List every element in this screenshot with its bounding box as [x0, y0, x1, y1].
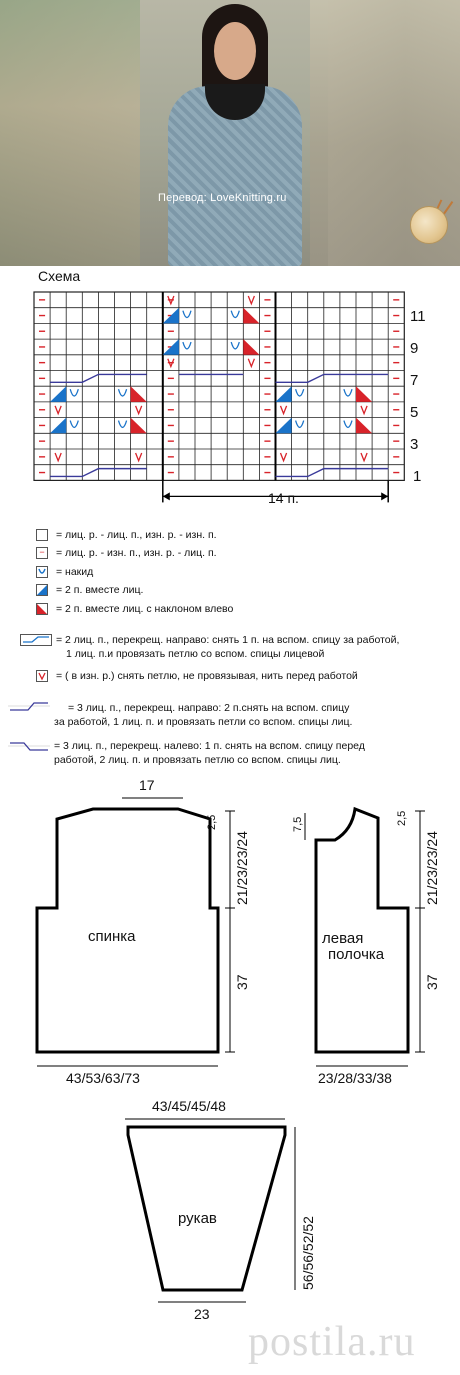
- legend-text: = 3 лиц. п., перекрещ. налево: 1 п. снять на вспом. спицу перед: [54, 740, 365, 752]
- sleeve-label: рукав: [178, 1210, 217, 1227]
- legend-text: = накид: [56, 566, 94, 578]
- legend-text: = ( в изн. р.) снять петлю, не провязывая, нить перед работой: [56, 670, 358, 682]
- row-number: 5: [410, 404, 419, 421]
- front-label: полочка: [328, 946, 385, 963]
- legend-text: = лиц. р. - изн. п., изн. р. - лиц. п.: [56, 547, 217, 559]
- legend-text-continued: работой, 2 лиц. п. и провязать петлю со вспом. спицы лиц.: [54, 754, 341, 766]
- photo-watermark: Перевод: LoveKnitting.ru: [158, 192, 287, 204]
- sleeve-top-width: 43/45/45/48: [152, 1098, 226, 1114]
- front-side: 37: [424, 974, 440, 990]
- neck-width: 17: [139, 777, 155, 793]
- row-number: 9: [410, 340, 419, 357]
- legend-text: = лиц. р. - лиц. п., изн. р. - изн. п.: [56, 529, 217, 541]
- legend-text: = 2 лиц. п., перекрещ. направо: снять 1 п. на вспом. спицу за работой,: [56, 634, 400, 646]
- legend-text-continued: за работой, 1 лиц. п. и провязать петли со вспом. спицы лиц.: [54, 716, 353, 728]
- row-number: 11: [410, 308, 426, 325]
- legend-text-continued: 1 лиц. п.и провязать петлю со вспом. спицы лицевой: [66, 648, 325, 660]
- row-number: 1: [413, 468, 422, 485]
- legend-text: = 2 п. вместе лиц. с наклоном влево: [56, 603, 234, 615]
- front-width: 23/28/33/38: [318, 1070, 392, 1086]
- front-neck-depth: 7,5: [292, 816, 304, 832]
- back-width: 43/53/63/73: [66, 1070, 140, 1086]
- chart-title: Схема: [38, 268, 81, 284]
- repeat-label: 14 п.: [268, 490, 299, 506]
- row-number: 3: [410, 436, 419, 453]
- dash-square-icon: −: [36, 547, 48, 559]
- sleeve-length: 56/56/52/52: [300, 1216, 316, 1290]
- sleeve-bottom-width: 23: [194, 1306, 210, 1322]
- back-armhole: 21/23/23/24: [234, 831, 250, 905]
- front-label: левая: [322, 930, 364, 947]
- front-shoulder: 2,5: [396, 810, 408, 826]
- legend-text: = 2 п. вместе лиц.: [56, 584, 144, 596]
- back-label: спинка: [88, 928, 136, 945]
- back-side: 37: [234, 974, 250, 990]
- back-shoulder: 2,5: [206, 814, 218, 830]
- sleeve-outline: [128, 1127, 285, 1290]
- front-armhole: 21/23/23/24: [424, 831, 440, 905]
- legend-text: = 3 лиц. п., перекрещ. направо: 2 п.снять на вспом. спицу: [68, 702, 350, 714]
- row-number: 7: [410, 372, 419, 389]
- footer-watermark: postila.ru: [248, 1319, 416, 1365]
